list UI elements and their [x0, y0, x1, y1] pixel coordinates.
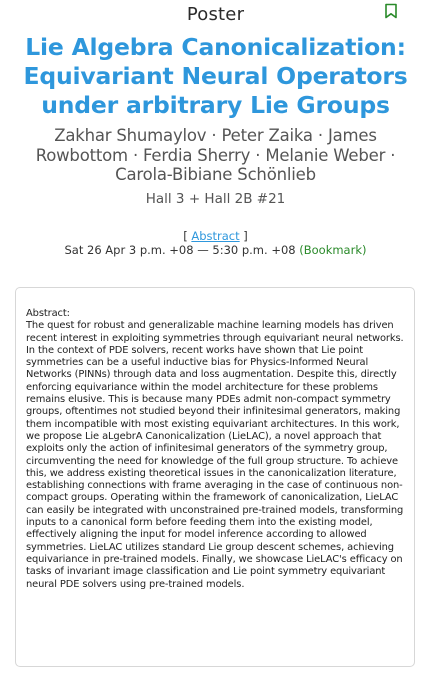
abstract-link-row [0, 229, 431, 243]
bookmark-link[interactable]: (Bookmark) [299, 243, 367, 257]
bookmark-icon[interactable] [384, 3, 398, 19]
session-datetime: Sat 26 Apr 3 p.m. +08 — 5:30 p.m. +08 [64, 243, 300, 257]
abstract-text: The quest for robust and generalizable machine learning models has driven recent interest in exploiting symmetries through equivariant neural networks. In the context of PDE solvers, recent works have shown that Lie point symmetries can be a useful inductive bias for Physics-Informed Neural Networks (PINNs) through data and loss augmentation. Despite this, directly enforcing equivariance within the model architecture for these problems remains elusive. This is because many PDEs admit non-compact symmetry groups, oftentimes not studied beyond their infinitesimal generators, making them incompatible with most existing equivariant architectures. In this work, we propose Lie aLgebrA Canonicalization (LieLAC), a novel approach that exploits only the action of infinitesimal generators of the symmetry group, circumventing the need for knowledge of the full group structure. To achieve this, we address existing theoretical issues in the canonicalization literature, establishing connections with frame averaging in the case of continuous non-compact groups. Operating within the framework of canonicalization, LieLAC can easily be integrated with unconstrained pre-trained models, transforming inputs to a canonical form before feeding them into the existing model, effectively aligning the input for model inference according to allowed symmetries. LieLAC utilizes standard Lie group descent schemes, achieving equivariance in pre-trained models. Finally, we showcase LieLAC's efficacy on tasks of invariant image classification and Lie point symmetry equivariant neural PDE solvers using pre-trained models. [26, 320, 404, 590]
bracket-close: ] [239, 229, 248, 243]
page-header [0, 0, 431, 28]
paper-title: Lie Algebra Canonicalization: Equivariant Neural Operators under arbitrary Lie Groups [23, 33, 408, 119]
event-type-label: Poster [186, 4, 245, 25]
abstract-link[interactable]: Abstract [191, 229, 240, 243]
session-datetime-row [0, 243, 431, 257]
author-list: Zakhar Shumaylov · Peter Zaika · James Rowbottom · Ferdia Sherry · Melanie Weber · Carola-Bibiane Schönlieb [35, 126, 396, 184]
bracket-open: [ [183, 229, 192, 243]
abstract-heading: Abstract: [26, 308, 70, 319]
abstract-body [26, 308, 406, 591]
abstract-card [15, 287, 415, 667]
poster-location: Hall 3 + Hall 2B #21 [145, 191, 286, 207]
